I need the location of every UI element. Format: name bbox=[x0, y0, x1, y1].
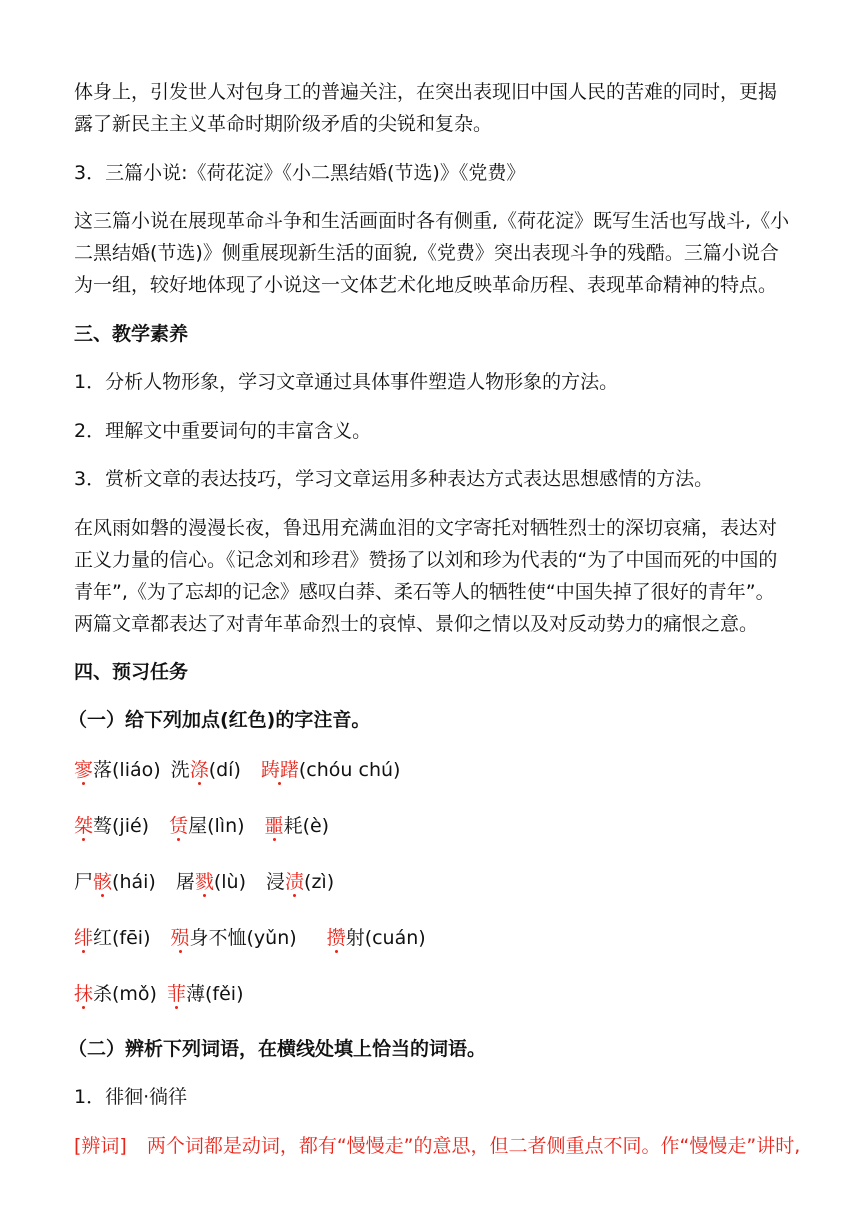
word-pinyin: (lù) bbox=[213, 871, 247, 893]
word-pinyin: 落(liáo) bbox=[93, 759, 161, 781]
word-pinyin: 身不恤(yǔn) bbox=[189, 927, 297, 949]
highlighted-char: 噩 bbox=[264, 815, 284, 837]
highlighted-char: 渍 bbox=[285, 871, 305, 893]
paragraph-line: 青年”,《为了忘却的记念》感叹白莽、柔石等人的牺牲使“中国失掉了很好的青年”。 bbox=[74, 581, 775, 603]
pinyin-row bbox=[74, 810, 824, 842]
word-pinyin: (zì) bbox=[304, 871, 335, 893]
highlighted-char: 踌躇 bbox=[260, 759, 299, 781]
highlighted-char: 赁 bbox=[169, 815, 189, 837]
subsection-heading: （二）辨析下列词语，在横线处填上恰当的词语。 bbox=[68, 1038, 487, 1060]
list-item: 1．分析人物形象，学习文章通过具体事件塑造人物形象的方法。 bbox=[74, 371, 619, 393]
word-pinyin: (dí) bbox=[208, 759, 241, 781]
word-pinyin: (chóu chú) bbox=[298, 759, 401, 781]
word-prefix: 屠 bbox=[175, 871, 195, 893]
highlighted-char: 骸 bbox=[93, 871, 113, 893]
word-pinyin: (hái) bbox=[112, 871, 156, 893]
word-pinyin: 骜(jié) bbox=[93, 815, 150, 837]
paragraph-line: 正义力量的信心。《记念刘和珍君》赞扬了以刘和珍为代表的“为了中国而死的中国的 bbox=[74, 549, 778, 571]
highlighted-char: 涤 bbox=[189, 759, 209, 781]
pinyin-row bbox=[74, 866, 824, 898]
word-prefix: 洗 bbox=[170, 759, 190, 781]
pinyin-row bbox=[74, 978, 824, 1010]
word-pinyin: 红(fēi) bbox=[93, 927, 151, 949]
highlighted-char: 菲 bbox=[166, 983, 186, 1005]
pinyin-row bbox=[74, 922, 824, 954]
list-item: 1．徘徊·徜徉 bbox=[74, 1086, 188, 1108]
highlighted-char: 殒 bbox=[170, 927, 190, 949]
paragraph-line: 为一组，较好地体现了小说这一文体艺术化地反映革命历程、表现革命精神的特点。 bbox=[74, 274, 778, 296]
paragraph-line: 体身上，引发世人对包身工的普遍关注，在突出表现旧中国人民的苦难的同时，更揭 bbox=[74, 81, 778, 103]
word-pinyin: 薄(fěi) bbox=[186, 983, 244, 1005]
word-pinyin: 射(cuán) bbox=[345, 927, 426, 949]
word-pinyin: 屋(lìn) bbox=[188, 815, 245, 837]
paragraph-line: 二黑结婚(节选)》侧重展现新生活的面貌,《党费》突出表现斗争的残酷。三篇小说合 bbox=[74, 242, 779, 264]
bianci-text: 两个词都是动词，都有“慢慢走”的意思，但二者侧重点不同。作“慢慢走”讲时, bbox=[146, 1135, 801, 1157]
word-pinyin: 杀(mǒ) bbox=[93, 983, 157, 1005]
list-item: 2．理解文中重要词句的丰富含义。 bbox=[74, 420, 372, 442]
section-heading: 四、预习任务 bbox=[74, 661, 189, 683]
bianci-tag: [辨词] bbox=[74, 1135, 127, 1157]
paragraph-line: 露了新民主主义革命时期阶级矛盾的尖锐和复杂。 bbox=[74, 113, 493, 135]
word-prefix: 尸 bbox=[74, 871, 94, 893]
paragraph-line: 两篇文章都表达了对青年革命烈士的哀悼、景仰之情以及对反动势力的痛恨之意。 bbox=[74, 613, 759, 635]
paragraph-line: 这三篇小说在展现革命斗争和生活画面时各有侧重,《荷花淀》既写生活也写战斗,《小 bbox=[74, 210, 790, 232]
paragraph-line: 在风雨如磐的漫漫长夜，鲁迅用充满血泪的文字寄托对牺牲烈士的深切哀痛，表达对 bbox=[74, 517, 778, 539]
bianci-line bbox=[74, 1130, 824, 1162]
highlighted-char: 攒 bbox=[326, 927, 346, 949]
subsection-heading: （一）给下列加点(红色)的字注音。 bbox=[68, 709, 371, 731]
highlighted-char: 寥 bbox=[74, 759, 94, 781]
highlighted-char: 抹 bbox=[74, 983, 94, 1005]
highlighted-char: 绯 bbox=[74, 927, 94, 949]
word-pinyin: 耗(è) bbox=[283, 815, 330, 837]
list-item: 3．赏析文章的表达技巧，学习文章运用多种表达方式表达思想感情的方法。 bbox=[74, 468, 714, 490]
section-heading: 三、教学素养 bbox=[74, 323, 189, 345]
pinyin-row bbox=[74, 754, 824, 786]
highlighted-char: 桀 bbox=[74, 815, 94, 837]
word-prefix: 浸 bbox=[266, 871, 286, 893]
highlighted-char: 戮 bbox=[194, 871, 214, 893]
list-item: 3．三篇小说:《荷花淀》《小二黑结婚(节选)》《党费》 bbox=[74, 162, 526, 184]
